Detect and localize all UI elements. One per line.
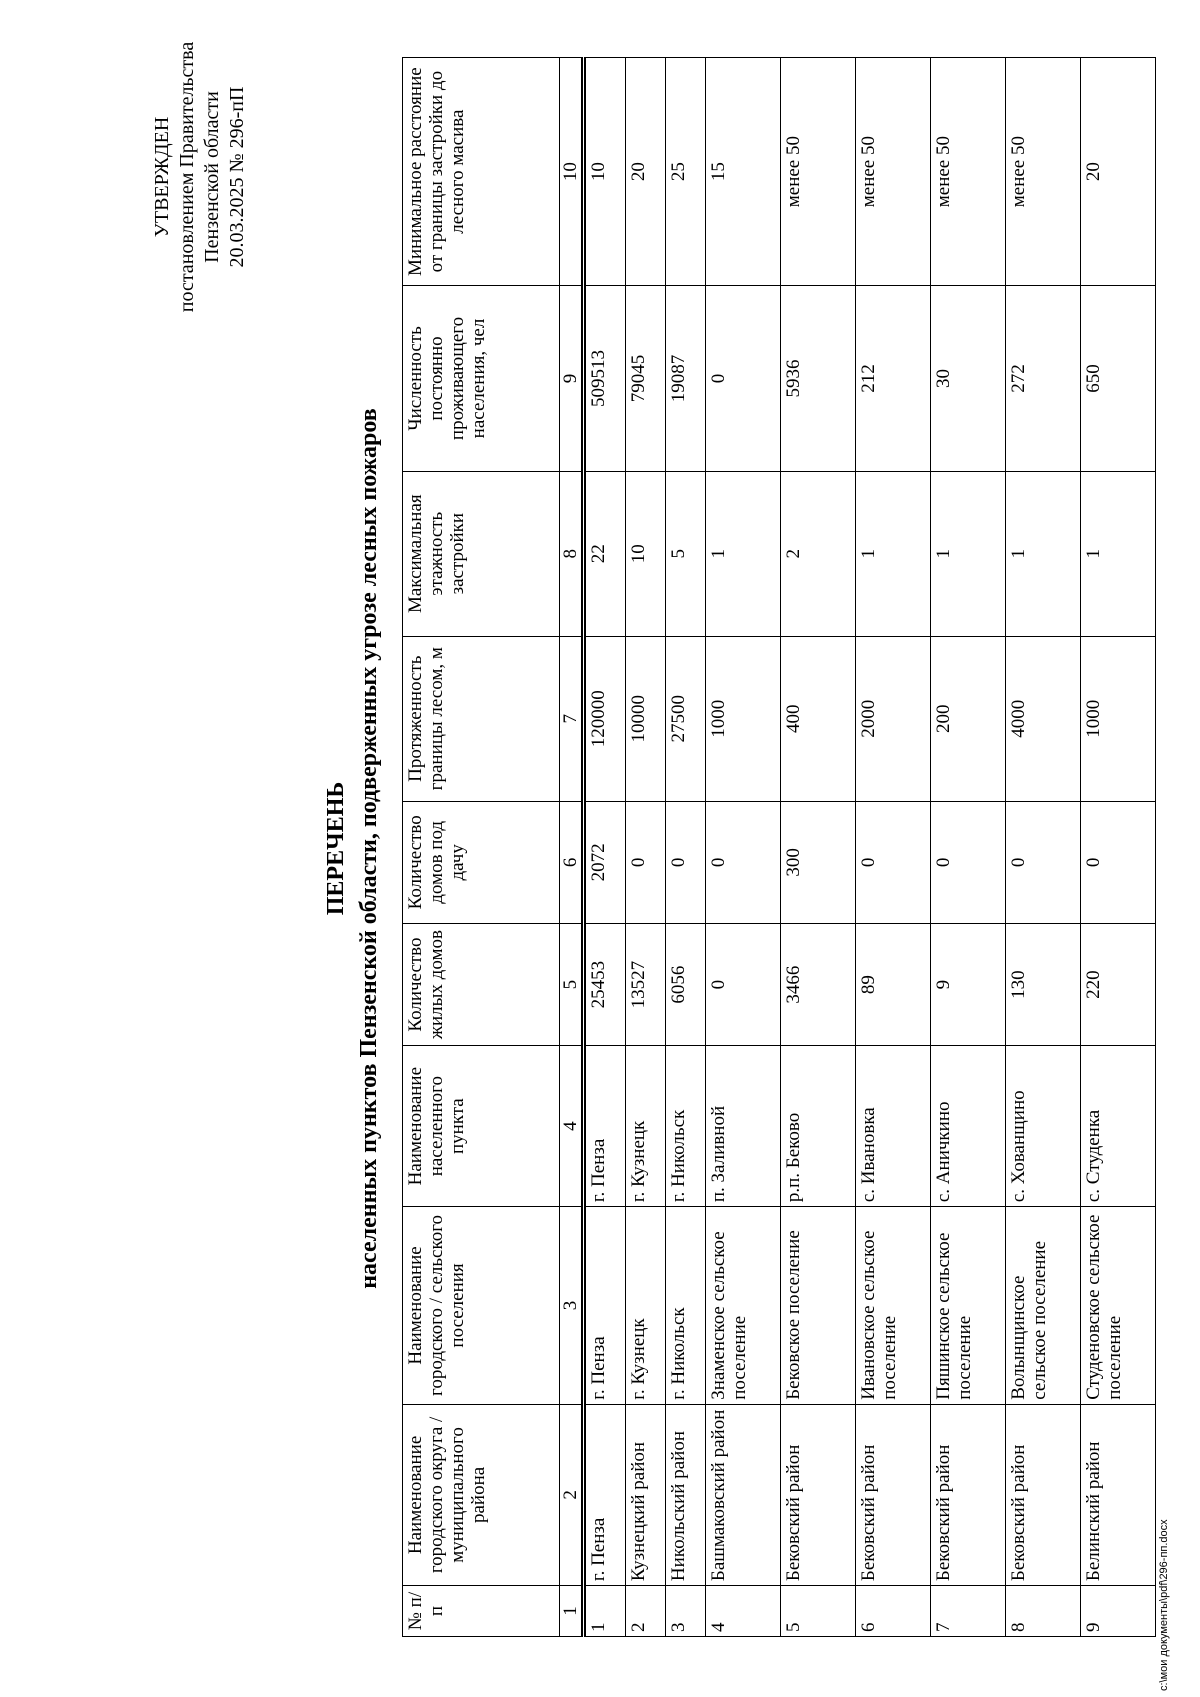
table-cell: с. Ивановка [856,1046,931,1207]
table-cell: с. Хованщино [1006,1046,1081,1207]
table-cell: Бековский район [931,1404,1006,1585]
table-cell: 5936 [781,286,856,471]
document-subtitle: населенных пунктов Пензенской области, подверженных угрозе лесных пожаров [356,408,382,1289]
table-cell: Бековское поселение [781,1207,856,1405]
column-number: 8 [560,471,584,636]
table-cell: Знаменское сельское поселение [706,1207,781,1405]
table-cell: 2 [781,471,856,636]
table-cell: 1 [1081,471,1156,636]
document-title: ПЕРЕЧЕНЬ [323,781,349,916]
column-header: Количество жилых домов [403,923,560,1045]
table-cell: 10 [626,471,666,636]
table-cell: 1000 [706,636,781,801]
table-cell: Никольский район [666,1404,706,1585]
table-cell: 9 [1081,1586,1156,1637]
table-cell: 79045 [626,286,666,471]
table-row [781,58,856,1637]
table-cell: Студеновское сельское поселение [1081,1207,1156,1405]
approval-block [150,17,250,337]
table-cell: 1 [706,471,781,636]
table-cell: 8 [1006,1586,1081,1637]
column-number: 9 [560,286,584,471]
table-cell: 4000 [1006,636,1081,801]
column-header: Минимальное расстояние от границы застройки до лесного масива [403,58,560,286]
table-cell: р.п. Беково [781,1046,856,1207]
table-cell: 3466 [781,923,856,1045]
table-cell: 10 [584,58,626,286]
table-cell: г. Пенза [584,1207,626,1405]
table-row [1006,58,1081,1637]
column-number: 6 [560,801,584,923]
column-number: 3 [560,1207,584,1405]
approval-line: постановлением Правительства [176,41,198,313]
table-cell: менее 50 [1006,58,1081,286]
table-row [856,58,931,1637]
table-cell: 27500 [666,636,706,801]
table-cell: менее 50 [856,58,931,286]
table-cell: г. Пенза [584,1404,626,1585]
approval-line: УТВЕРЖДЕН [151,116,173,238]
table-cell: с. Студенка [1081,1046,1156,1207]
approval-line: Пензенской области [201,91,223,263]
table-cell: 25453 [584,923,626,1045]
table-cell: менее 50 [781,58,856,286]
table-cell: 0 [666,801,706,923]
table-cell: Белинский район [1081,1404,1156,1585]
table-row [931,58,1006,1637]
table-cell: 7 [931,1586,1006,1637]
table-cell: 120000 [584,636,626,801]
table-cell: 20 [626,58,666,286]
column-number: 1 [560,1586,584,1637]
table-cell: 13527 [626,923,666,1045]
table-cell: 10000 [626,636,666,801]
table-row [1081,58,1156,1637]
column-header: Наименование населенного пункта [403,1046,560,1207]
table-cell: 0 [626,801,666,923]
table-cell: 20 [1081,58,1156,286]
table-row [666,58,706,1637]
column-header: Максимальная этажность застройки [403,471,560,636]
table-cell: 0 [706,923,781,1045]
table-cell: 5 [781,1586,856,1637]
table-cell: 0 [706,286,781,471]
table-cell: 272 [1006,286,1081,471]
table-row [584,58,626,1637]
table-cell: Пяшинское сельское поселение [931,1207,1006,1405]
table-cell: 0 [706,801,781,923]
table-cell: г. Никольск [666,1207,706,1405]
table-cell: 400 [781,636,856,801]
table-cell: г. Никольск [666,1046,706,1207]
column-number-row [560,58,584,1637]
table-header-row [403,58,560,1637]
column-number: 5 [560,923,584,1045]
table-cell: 3 [666,1586,706,1637]
table-cell: 200 [931,636,1006,801]
table-cell: 2 [626,1586,666,1637]
table-cell: 25 [666,58,706,286]
table-cell: 0 [1081,801,1156,923]
table-row [706,58,781,1637]
table-cell: 650 [1081,286,1156,471]
table-cell: 30 [931,286,1006,471]
table-cell: 212 [856,286,931,471]
column-header: Численность постоянно проживающего населения, чел [403,286,560,471]
settlements-table [402,57,1156,1637]
table-cell: 15 [706,58,781,286]
table-cell: 220 [1081,923,1156,1045]
table-cell: п. Заливной [706,1046,781,1207]
table-row [626,58,666,1637]
table-cell: г. Пенза [584,1046,626,1207]
table-cell: г. Кузнецк [626,1207,666,1405]
table-cell: 2072 [584,801,626,923]
table-cell: 1 [856,471,931,636]
table-cell: 5 [666,471,706,636]
table-cell: Бековский район [856,1404,931,1585]
table-cell: 19087 [666,286,706,471]
table-cell: 0 [856,801,931,923]
column-header: Протяженность границы лесом, м [403,636,560,801]
column-number: 2 [560,1404,584,1585]
table-cell: 509513 [584,286,626,471]
table-cell: 1 [584,1586,626,1637]
column-number: 7 [560,636,584,801]
column-header: Наименование городского округа / муниципального района [403,1404,560,1585]
table-cell: 130 [1006,923,1081,1045]
table-cell: 300 [781,801,856,923]
table-cell: с. Аничкино [931,1046,1006,1207]
column-header: № п/п [403,1586,560,1637]
column-number: 10 [560,58,584,286]
table-cell: 0 [931,801,1006,923]
table-cell: Бековский район [1006,1404,1081,1585]
table-cell: Бековский район [781,1404,856,1585]
table-cell: менее 50 [931,58,1006,286]
table-cell: 9 [931,923,1006,1045]
column-number: 4 [560,1046,584,1207]
table-cell: 22 [584,471,626,636]
table-cell: Волынщинское сельское поселение [1006,1207,1081,1405]
table-cell: Ивановское сельское поселение [856,1207,931,1405]
approval-line: 20.03.2025 № 296-пП [226,86,248,268]
table-cell: 1 [931,471,1006,636]
column-header: Количество домов под дачу [403,801,560,923]
file-path-footer: c:\мои документы\pdf\296-пп.docx [1158,1519,1170,1691]
table-cell: 1000 [1081,636,1156,801]
table-cell: 6056 [666,923,706,1045]
table-cell: 6 [856,1586,931,1637]
table-cell: Кузнецкий район [626,1404,666,1585]
column-header: Наименование городского / сельского поселения [403,1207,560,1405]
table-cell: 89 [856,923,931,1045]
table-cell: 4 [706,1586,781,1637]
table-cell: 2000 [856,636,931,801]
table-cell: 0 [1006,801,1081,923]
table-cell: г. Кузнецк [626,1046,666,1207]
table-cell: Башмаковский район [706,1404,781,1585]
table-cell: 1 [1006,471,1081,636]
